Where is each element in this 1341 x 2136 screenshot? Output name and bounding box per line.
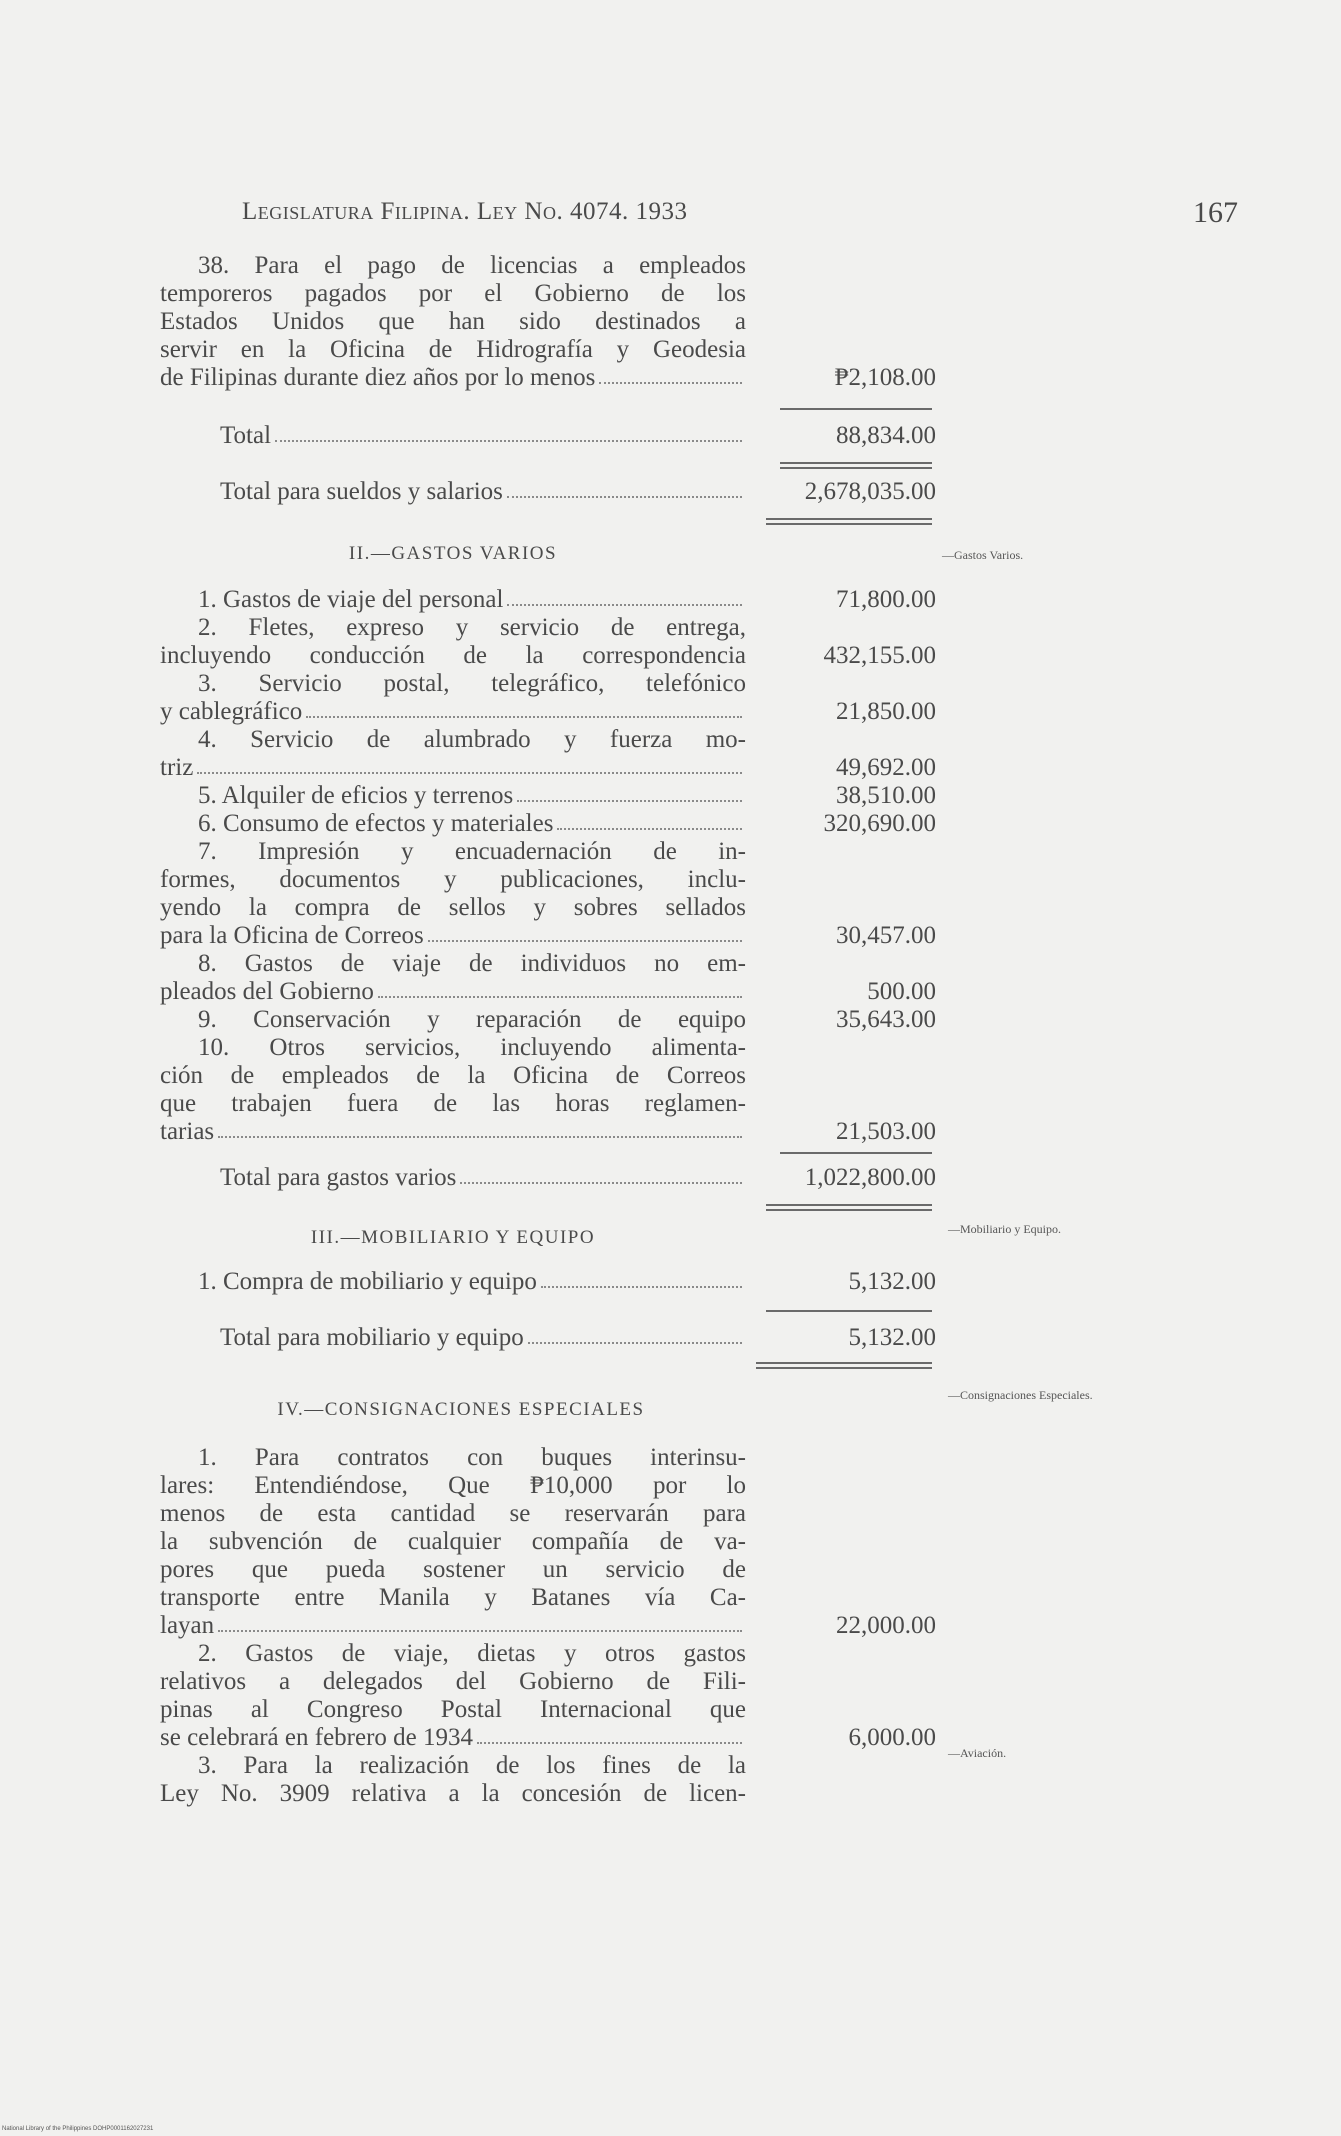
mobiliario-item-line: 1. Compra de mobiliario y equipo [160,1268,746,1296]
section-heading-consignaciones: IV.—CONSIGNACIONES ESPECIALES [277,1399,645,1420]
double-rule [766,518,932,525]
gastos-varios-amount: 500.00 [867,978,936,1005]
consignaciones-line: se celebrará en febrero de 1934 [160,1724,746,1752]
rule [780,408,932,410]
total-sueldos-line: Total para sueldos y salarios [160,478,746,506]
page-number: 167 [1193,196,1238,229]
leader-dots [477,1736,742,1744]
section-heading-gastos-varios: II.—GASTOS VARIOS [348,543,558,564]
item38-amount: ₱2,108.00 [834,364,936,391]
gastos-varios-line: 4. Servicio de alumbrado y fuerza mo- [198,726,746,753]
margin-note-mobiliario: —Mobiliario y Equipo. [948,1222,1061,1236]
gastos-varios-amount: 38,510.00 [836,782,936,809]
leader-dots [306,710,742,718]
gastos-varios-line: 5. Alquiler de eficios y terrenos [160,782,746,810]
gastos-varios-amount: 320,690.00 [823,810,936,837]
gastos-varios-amount: 432,155.00 [823,642,936,669]
gastos-varios-line: que trabajen fuera de las horas reglamen- [160,1090,746,1117]
consignaciones-line: 2. Gastos de viaje, dietas y otros gastos [198,1640,746,1667]
gastos-varios-amount: 30,457.00 [836,922,936,949]
gastos-varios-amount: 21,503.00 [836,1118,936,1145]
total-line: Total [160,422,746,450]
gastos-varios-line: 3. Servicio postal, telegráfico, telefónico [198,670,746,697]
leader-dots [557,822,742,830]
consignaciones-line: relativos a delegados del Gobierno de Fili- [160,1668,746,1695]
consignaciones-line: 1. Para contratos con buques interinsu- [198,1444,746,1471]
total-sueldos-amount: 2,678,035.00 [804,478,936,505]
double-rule [766,1204,932,1211]
consignaciones-line: lares: Entendiéndose, Que ₱10,000 por lo [160,1472,746,1499]
leader-dots [507,598,742,606]
leader-dots [517,794,742,802]
rule [766,1310,932,1312]
leader-dots [428,934,742,942]
item38-line-2: temporeros pagados por el Gobierno de los [160,280,746,307]
gastos-varios-line: tarias [160,1118,746,1146]
total-gastos-varios-line: Total para gastos varios [160,1164,746,1192]
gastos-varios-line: 2. Fletes, expreso y servicio de entrega, [198,614,746,641]
item38-line-4: servir en la Oficina de Hidrografía y Geodesia [160,336,746,363]
gastos-varios-amount: 35,643.00 [836,1006,936,1033]
gastos-varios-line: yendo la compra de sellos y sobres sellados [160,894,746,921]
consignaciones-amount: 22,000.00 [836,1612,936,1639]
item38-line-5: de Filipinas durante diez años por lo menos [160,364,746,392]
leader-dots [218,1130,742,1138]
margin-note-aviacion: —Aviación. [948,1746,1007,1760]
gastos-varios-line: y cablegráfico [160,698,746,726]
gastos-varios-line: pleados del Gobierno [160,978,746,1006]
item38-line-1: 38. Para el pago de licencias a empleados [198,252,746,279]
consignaciones-line: la subvención de cualquier compañía de va- [160,1528,746,1555]
margin-note-gastos-varios: —Gastos Varios. [942,548,1024,562]
running-title: Legislatura Filipina. Ley No. 4074. 1933 [242,198,688,225]
gastos-varios-line: 1. Gastos de viaje del personal [160,586,746,614]
gastos-varios-line: formes, documentos y publicaciones, inclu- [160,866,746,893]
consignaciones-line: menos de esta cantidad se reservarán para [160,1500,746,1527]
gastos-varios-line: 8. Gastos de viaje de individuos no em- [198,950,746,977]
gastos-varios-amount: 71,800.00 [836,586,936,613]
mobiliario-item-amount: 5,132.00 [848,1268,936,1295]
consignaciones-line: 3. Para la realización de los fines de la [198,1752,746,1779]
gastos-varios-line: 10. Otros servicios, incluyendo alimenta- [198,1034,746,1061]
consignaciones-line: pores que pueda sostener un servicio de [160,1556,746,1583]
total-amount: 88,834.00 [836,422,936,449]
consignaciones-line: pinas al Congreso Postal Internacional que [160,1696,746,1723]
gastos-varios-line: 9. Conservación y reparación de equipo [198,1006,746,1033]
double-rule [756,1362,932,1369]
consignaciones-amount: 6,000.00 [848,1724,936,1751]
gastos-varios-line: incluyendo conducción de la correspondencia [160,642,746,669]
gastos-varios-line: ción de empleados de la Oficina de Correos [160,1062,746,1089]
total-mobiliario-line: Total para mobiliario y equipo [160,1324,746,1352]
leader-dots [197,766,742,774]
gastos-varios-line: 6. Consumo de efectos y materiales [160,810,746,838]
total-mobiliario-amount: 5,132.00 [848,1324,936,1351]
page-header [242,198,1238,232]
consignaciones-line: layan [160,1612,746,1640]
total-gastos-varios-amount: 1,022,800.00 [804,1164,936,1191]
gastos-varios-line: 7. Impresión y encuadernación de in- [198,838,746,865]
double-rule [780,462,932,469]
margin-note-consignaciones: —Consignaciones Especiales. [948,1388,1093,1402]
consignaciones-line: transporte entre Manila y Batanes vía Ca- [160,1584,746,1611]
leader-dots [218,1624,742,1632]
item38-line-3: Estados Unidos que han sido destinados a [160,308,746,335]
gastos-varios-line: triz [160,754,746,782]
leader-dots [378,990,742,998]
gastos-varios-amount: 49,692.00 [836,754,936,781]
gastos-varios-line: para la Oficina de Correos [160,922,746,950]
rule [780,1152,932,1154]
section-heading-mobiliario: III.—MOBILIARIO Y EQUIPO [310,1227,596,1248]
gastos-varios-amount: 21,850.00 [836,698,936,725]
footer-stamp: National Library of the Philippines DOHP0001162027231 [2,2126,154,2132]
consignaciones-line: Ley No. 3909 relativa a la concesión de licen- [160,1780,746,1807]
